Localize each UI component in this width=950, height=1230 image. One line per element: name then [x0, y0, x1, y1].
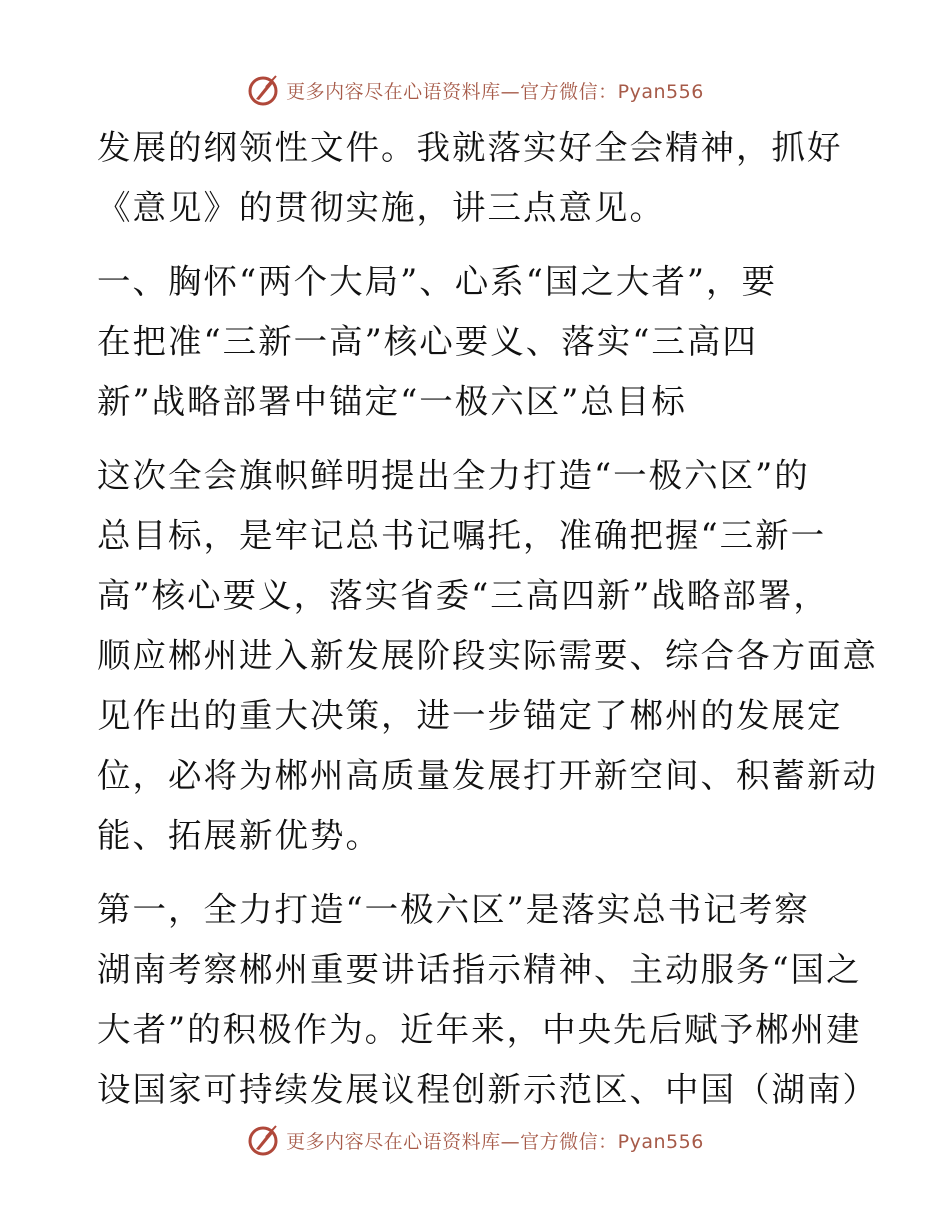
text-line: 新”战略部署中锚定“一极六区”总目标: [97, 382, 687, 421]
text-line: 位，必将为郴州高质量发展打开新空间、积蓄新动: [97, 756, 878, 795]
text-line: 《意见》的贯彻实施，讲三点意见。: [97, 188, 665, 227]
footer-watermark-banner: [0, 1120, 950, 1160]
text-line: 设国家可持续发展议程创新示范区、中国（湖南）: [97, 1070, 878, 1109]
text-line: 能、拓展新优势。: [97, 816, 381, 855]
paragraph: [97, 446, 878, 866]
text-line: 总目标，是牢记总书记嘱托，准确把握“三新一: [97, 516, 827, 555]
header-watermark-banner: [0, 70, 950, 110]
document-body: [97, 118, 878, 1120]
text-line: 高”核心要义，落实省委“三高四新”战略部署，: [97, 576, 829, 615]
text-line: 这次全会旗帜鲜明提出全力打造“一极六区”的: [97, 456, 810, 495]
text-line: 在把准“三新一高”核心要义、落实“三高四: [97, 322, 758, 361]
text-line: 湖南考察郴州重要讲话指示精神、主动服务“国之: [97, 950, 862, 989]
text-line: 见作出的重大决策，进一步锚定了郴州的发展定: [97, 696, 843, 735]
text-line: 发展的纲领性文件。我就落实好全会精神，抓好: [97, 128, 843, 167]
text-line: 大者”的积极作为。近年来，中央先后赋予郴州建: [97, 1010, 862, 1049]
text-line: 顺应郴州进入新发展阶段实际需要、综合各方面意: [97, 636, 878, 675]
footer-watermark-text: 更多内容尽在心语资料库—官方微信：Pyan556: [286, 1130, 704, 1153]
text-line: 第一，全力打造“一极六区”是落实总书记考察: [97, 890, 810, 929]
text-line: 一、胸怀“两个大局”、心系“国之大者”，要: [97, 262, 778, 301]
paragraph: [97, 880, 878, 1120]
quill-logo-icon: [246, 1123, 280, 1157]
paragraph: [97, 118, 857, 238]
header-watermark-text: 更多内容尽在心语资料库—官方微信：Pyan556: [286, 80, 704, 103]
section-heading: [97, 252, 857, 432]
quill-logo-icon: [246, 73, 280, 107]
